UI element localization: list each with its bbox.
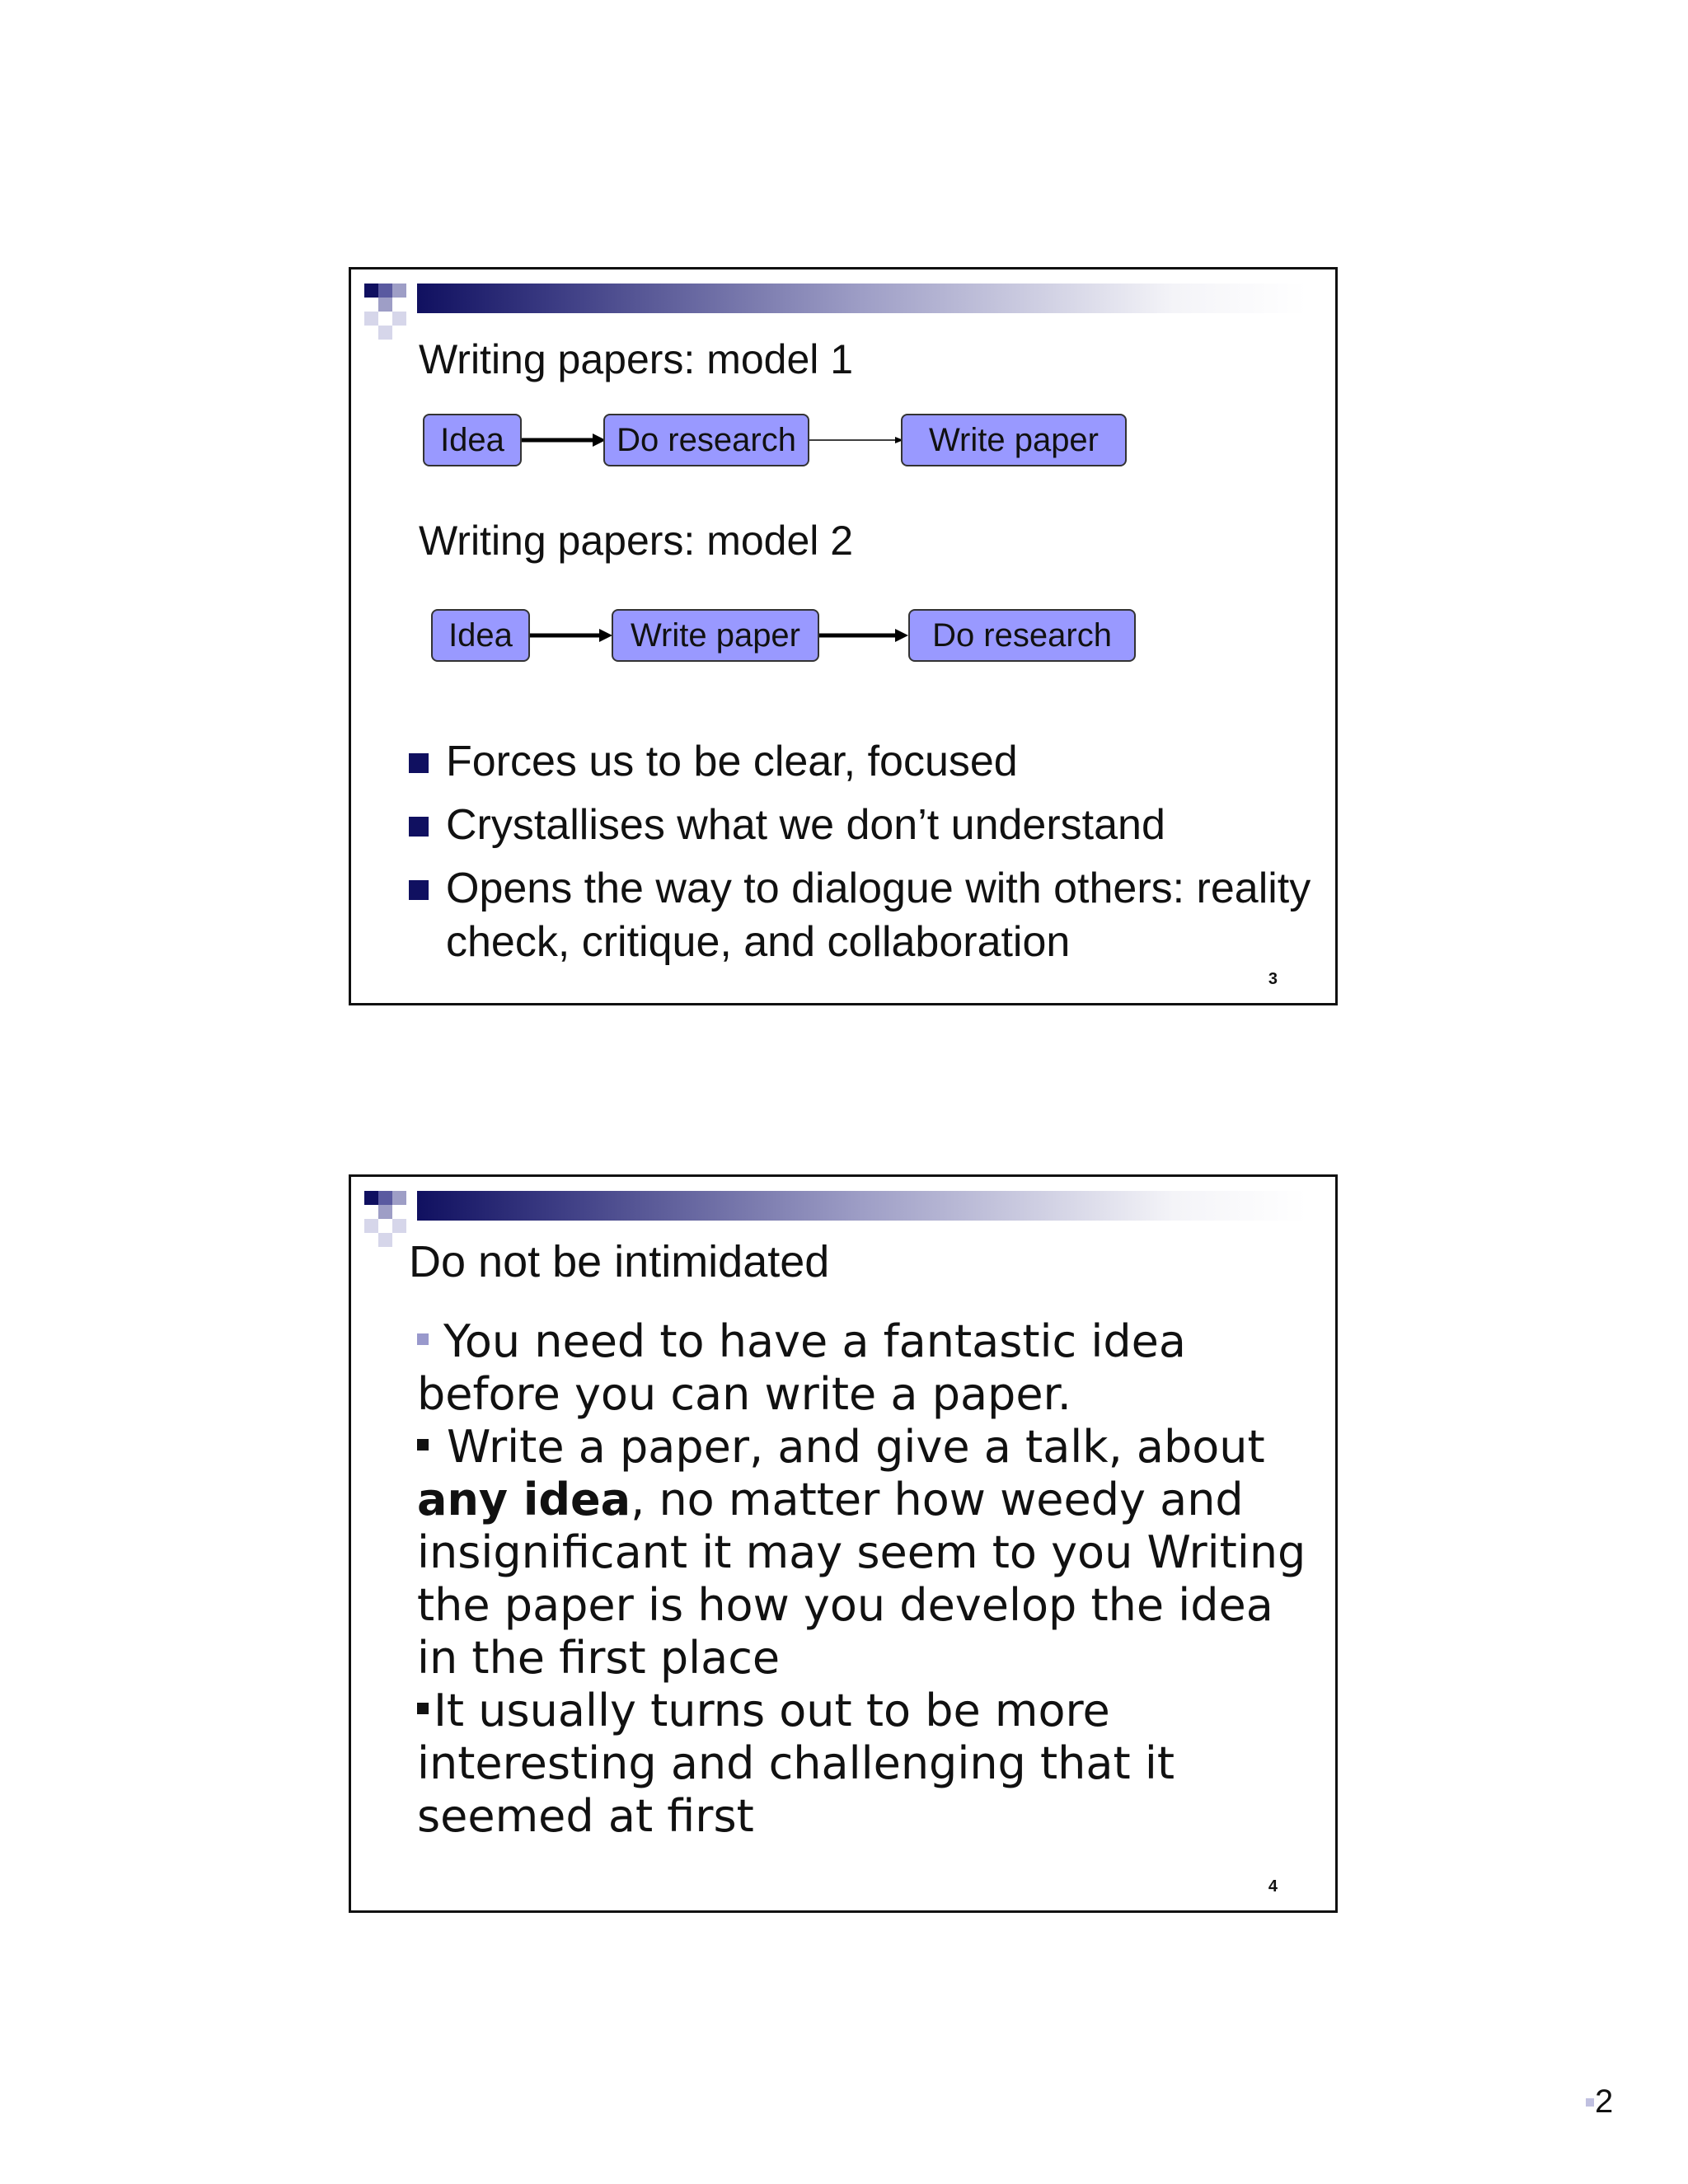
bullet-square-icon xyxy=(417,1703,429,1714)
slide-3 xyxy=(349,267,1338,1005)
bullet-square-icon xyxy=(409,817,429,837)
slide-number: 4 xyxy=(1268,1877,1278,1896)
model1-arrow-2 xyxy=(809,434,904,447)
model1-step-idea: Idea xyxy=(423,414,522,466)
header-decoration-square xyxy=(378,284,392,298)
header-decoration-square xyxy=(378,298,392,312)
benefits-list xyxy=(409,735,1335,979)
slide-number: 3 xyxy=(1268,970,1278,988)
header-decoration-square xyxy=(392,1191,406,1205)
model2-title: Writing papers: model 2 xyxy=(419,518,854,564)
list-item: Opens the way to dialogue with others: reality check, critique, and collaboration xyxy=(409,862,1335,969)
slide-body xyxy=(417,1315,1307,1843)
model2-step-idea: Idea xyxy=(431,609,530,662)
model2-step-research: Do research xyxy=(908,609,1136,662)
emphasis-text: any idea xyxy=(417,1474,631,1526)
header-decoration-square xyxy=(364,1219,378,1233)
slide-4 xyxy=(349,1174,1338,1913)
point-2: Write a paper, and give a talk, about any idea, no matter how weedy and insignificant it may seem to you Writing the paper is how you develop the idea in the first place xyxy=(417,1421,1306,1684)
header-decoration-square xyxy=(378,1233,392,1247)
header-decoration-square xyxy=(392,1219,406,1233)
model2-step-write: Write paper xyxy=(612,609,819,662)
header-decoration-square xyxy=(364,284,378,298)
header-decoration-square xyxy=(364,312,378,326)
point-1: You need to have a fantastic idea before you can write a paper. xyxy=(417,1315,1186,1420)
page-number: 2 xyxy=(1595,2083,1614,2120)
model1-title: Writing papers: model 1 xyxy=(419,336,854,382)
slide-title: Do not be intimidated xyxy=(409,1237,830,1286)
bullet-square-icon xyxy=(409,753,429,773)
header-decoration-square xyxy=(378,1205,392,1219)
model2-arrow-2 xyxy=(819,627,908,644)
model1-arrow-1 xyxy=(522,432,606,448)
bullet-square-icon xyxy=(409,880,429,900)
header-gradient-bar xyxy=(417,1191,1307,1221)
header-gradient-bar xyxy=(417,284,1307,313)
bullet-square-icon xyxy=(417,1333,429,1345)
list-item: Crystallises what we don’t understand xyxy=(409,799,1335,852)
model1-step-research: Do research xyxy=(603,414,809,466)
list-item: Forces us to be clear, focused xyxy=(409,735,1335,789)
model2-arrow-1 xyxy=(530,627,612,644)
point-3: It usually turns out to be more interesting and challenging that it seemed at first xyxy=(417,1685,1175,1842)
header-decoration-square xyxy=(392,284,406,298)
bullet-square-icon xyxy=(417,1439,429,1451)
header-decoration-square xyxy=(392,312,406,326)
page-marker-icon xyxy=(1586,2098,1594,2107)
header-decoration-square xyxy=(378,1191,392,1205)
header-decoration-square xyxy=(378,326,392,340)
header-decoration-square xyxy=(364,1191,378,1205)
model1-step-write: Write paper xyxy=(901,414,1127,466)
